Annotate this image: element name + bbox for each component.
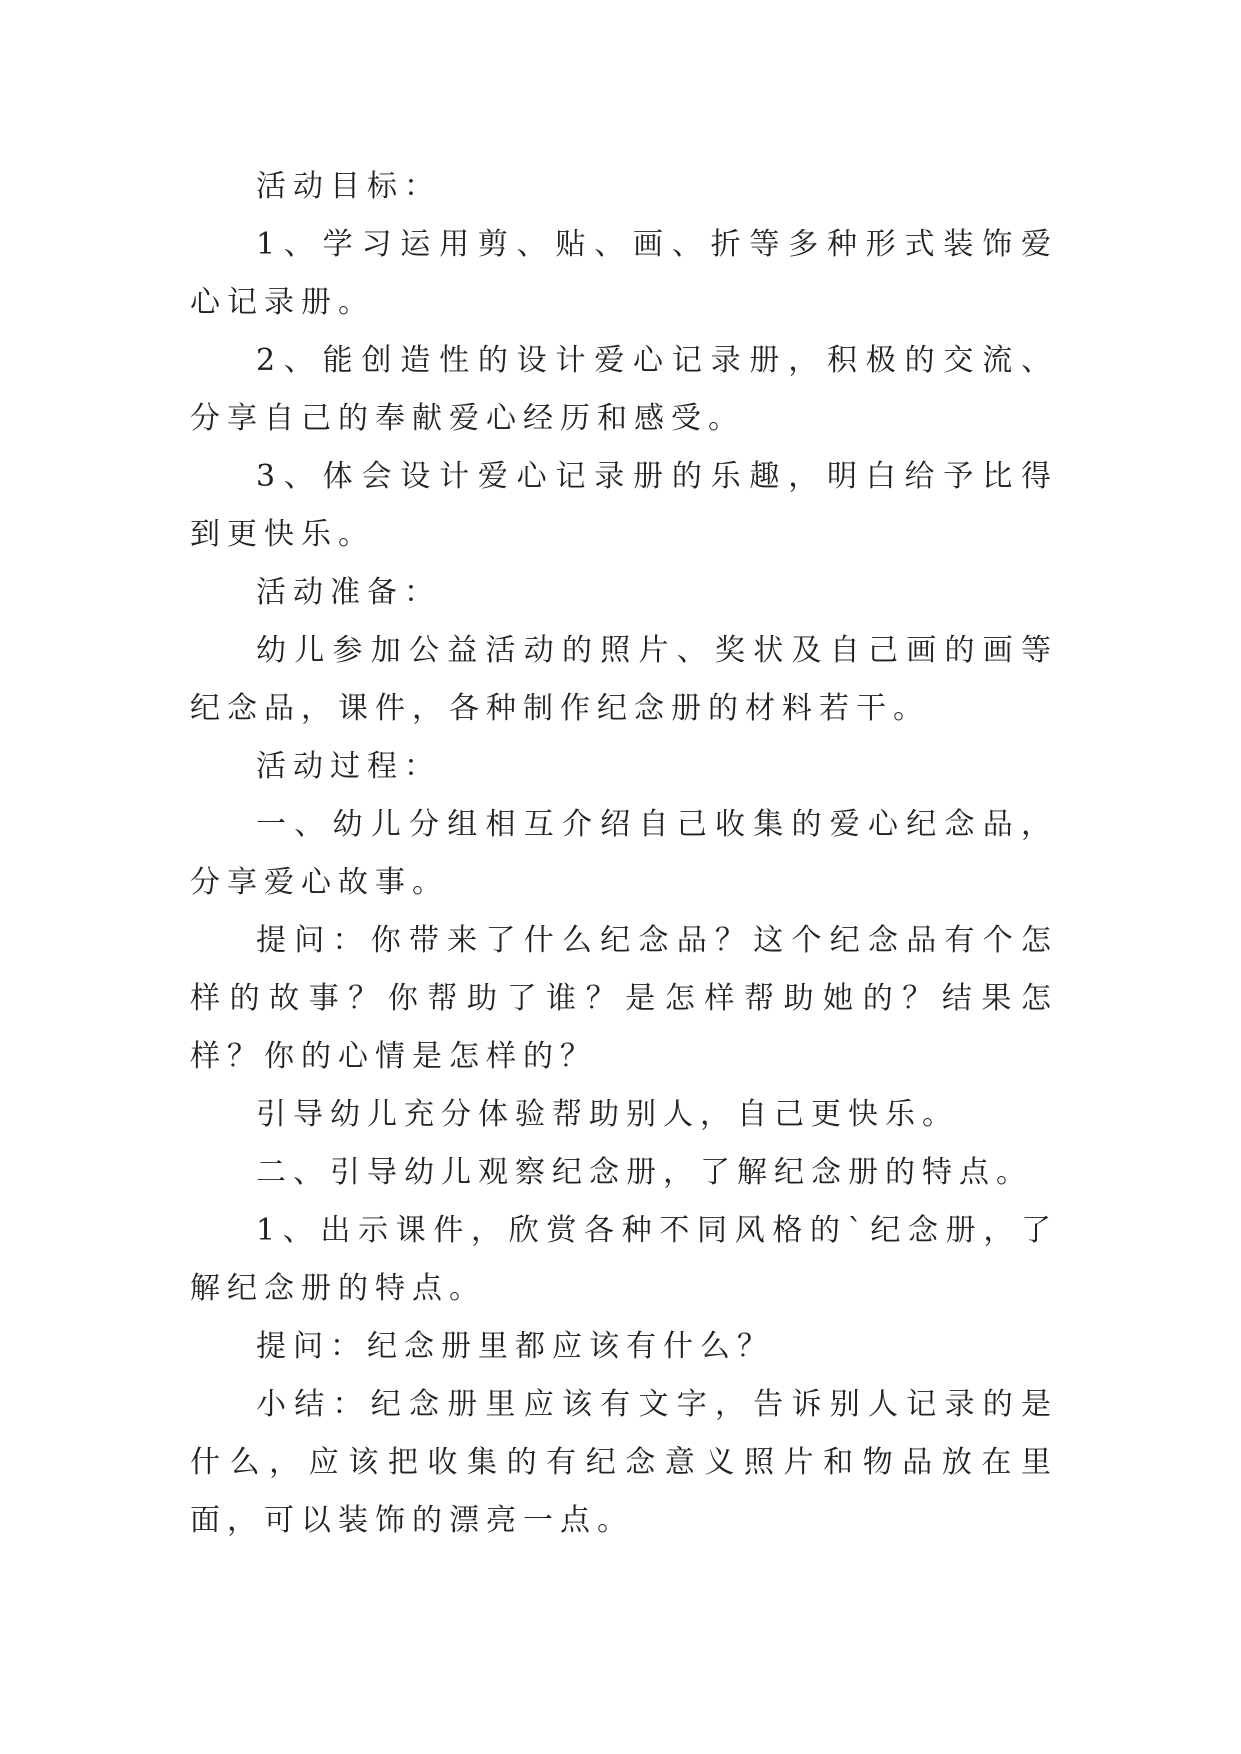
goal-item-3: 3、体会设计爱心记录册的乐趣，明白给予比得到更快乐。: [190, 459, 1058, 552]
heading-activity-process: 活动过程：: [256, 749, 441, 784]
preparation-text: 幼儿参加公益活动的照片、奖状及自己画的画等纪念品，课件，各种制作纪念册的材料若干。: [190, 633, 1058, 726]
process-step-2: 二、引导幼儿观察纪念册，了解纪念册的特点。: [256, 1155, 1033, 1190]
summary-paragraph: 小结：纪念册里应该有文字，告诉别人记录的是什么，应该把收集的有纪念意义照片和物品放在里面，可以装饰的漂亮一点。: [190, 1387, 1058, 1538]
guidance-paragraph: 引导幼儿充分体验帮助别人，自己更快乐。: [256, 1097, 959, 1132]
process-step-1: 一、幼儿分组相互介绍自己收集的爱心纪念品，分享爱心故事。: [190, 807, 1058, 900]
question-paragraph-1: 提问：你带来了什么纪念品？这个纪念品有个怎样的故事？你帮助了谁？是怎样帮助她的？结果怎样？你的心情是怎样的？: [190, 923, 1058, 1074]
goal-item-2: 2、能创造性的设计爱心记录册，积极的交流、分享自己的奉献爱心经历和感受。: [190, 343, 1058, 436]
substep-1: 1、出示课件，欣赏各种不同风格的`纪念册，了解纪念册的特点。: [190, 1213, 1058, 1306]
question-paragraph-2: 提问：纪念册里都应该有什么？: [256, 1329, 774, 1364]
document-body: [190, 158, 1058, 1550]
goal-item-1: 1、学习运用剪、贴、画、折等多种形式装饰爱心记录册。: [190, 227, 1058, 320]
heading-activity-preparation: 活动准备：: [256, 575, 441, 610]
heading-activity-goals: 活动目标：: [256, 169, 441, 204]
